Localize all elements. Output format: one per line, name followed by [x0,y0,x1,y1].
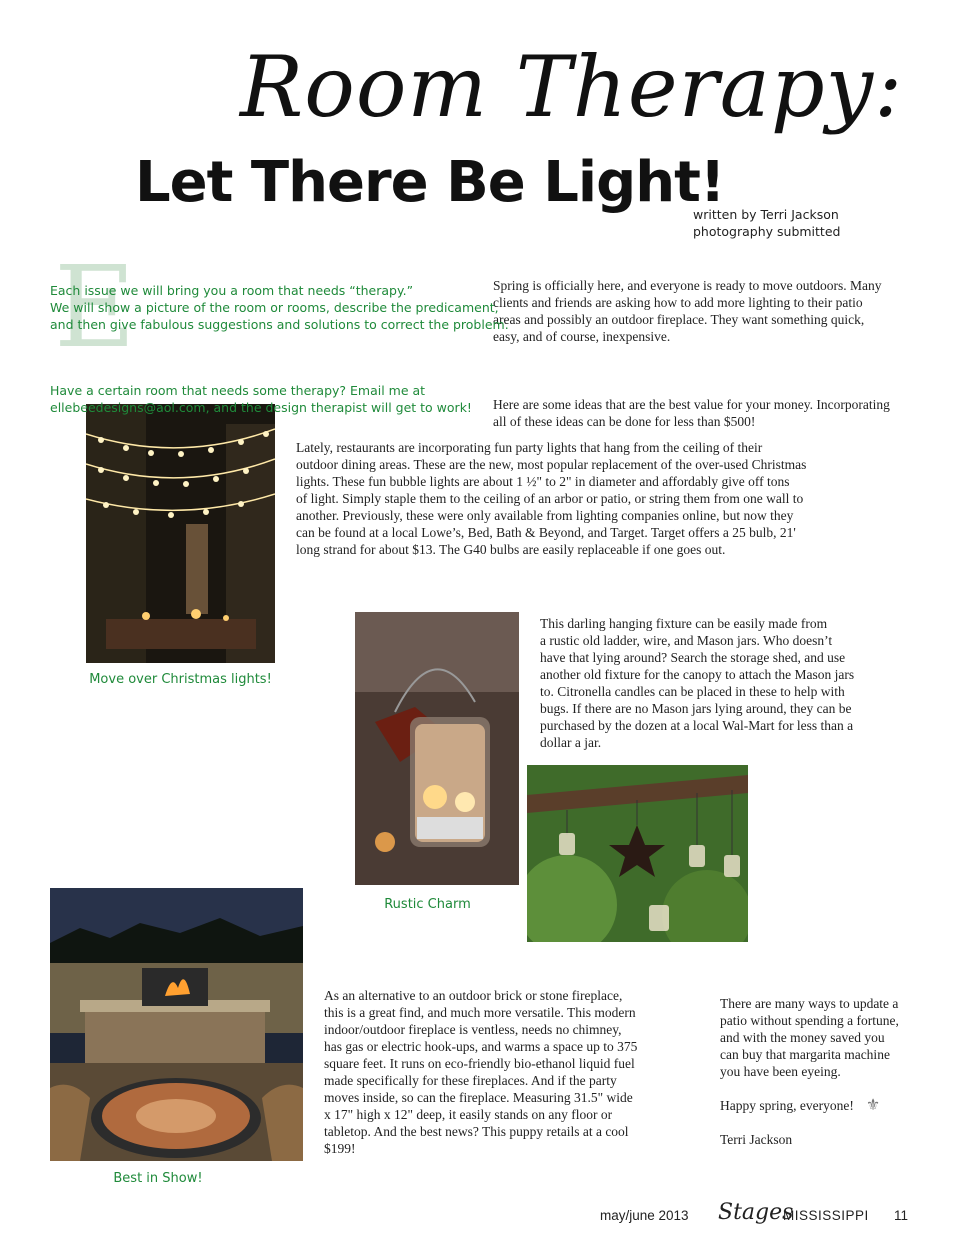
text-line: long strand for about $13. The G40 bulbs are easily replaceable if one goes out. [296,542,726,557]
email-link[interactable]: ellebeedesigns@aol.com, and the design therapist will get to work! [50,400,472,415]
text-line: There are many ways to update a [720,996,899,1011]
text-line: can buy that margarita machine [720,1047,890,1062]
text-line: you have been eyeing. [720,1064,841,1079]
text-line: and with the money saved you [720,1030,885,1045]
text-line: x 17" high x 12" deep, it easily stands on any floor or [324,1107,613,1122]
text-line: to. Citronella candles can be placed in these to help with [540,684,845,699]
photo-caption: Rustic Charm [384,897,471,912]
text-line: clients and friends are asking how to add more lighting to their patio [493,295,863,310]
text-line: lights. These fun bubble lights are about 1 ½" to 2" in diameter and affordably give off tons [296,474,790,489]
signoff-line [720,1097,940,1114]
text-line: another old fixture for the canopy to attach the Mason jars [540,667,855,682]
author-signature: Terri Jackson [720,1132,793,1147]
byline-photo-credit: photography submitted [693,224,841,239]
text-line: of light. Simply staple them to the ceiling of an arbor or patio, or string them from one wall to [296,491,804,506]
fireplace-photo [50,888,303,1161]
text-line: purchased by the dozen at a local Wal-Mart for less than a [540,718,854,733]
text-line: moves inside, so can the fireplace. Measuring 31.5" wide [324,1090,633,1105]
lights-text [296,439,856,558]
jars-text [540,615,930,751]
text-line: We will show a picture of the room or rooms, describe the predicament, [50,300,499,315]
issue-date: may/june 2013 [600,1208,689,1223]
text-line: bugs. If there are no Mason jars lying around, they can be [540,701,852,716]
text-line: tabletop. And the best news? This puppy retails at a cool [324,1124,629,1139]
magazine-state: MISSISSIPPI [783,1208,869,1223]
text-line: a rustic old ladder, wire, and Mason jars. Who doesn’t [540,633,833,648]
text-line: As an alternative to an outdoor brick or stone fireplace, [324,988,623,1003]
text-line: Have a certain room that needs some therapy? Email me at [50,383,426,398]
signoff: Happy spring, everyone! [720,1098,854,1113]
text-line: square feet. It runs on eco-friendly bio-ethanol liquid fuel [324,1056,635,1071]
intro-right-column [493,260,913,447]
text-line: all of these ideas can be done for less than $500! [493,414,756,429]
fireplace-text [324,987,674,1157]
string-lights-photo [86,404,275,663]
text-line: Lately, restaurants are incorporating fun party lights that hang from the ceiling of their [296,440,763,455]
page-footer [600,1200,920,1230]
ladder-jars-photo [527,765,748,942]
intro-text [50,266,509,432]
text-line: Each issue we will bring you a room that needs “therapy.” [50,283,414,298]
page-subtitle: Let There Be Light! [135,150,725,215]
text-line: areas and possibly an outdoor fireplace. They want something quick, [493,312,865,327]
text-line: easy, and of course, inexpensive. [493,329,671,344]
page-number: 11 [894,1208,909,1223]
text-line: and then give fabulous suggestions and solutions to correct the problem. [50,317,509,332]
text-line: patio without spending a fortune, [720,1013,899,1028]
text-line: Spring is officially here, and everyone is ready to move outdoors. Many [493,278,882,293]
photo-caption: Move over Christmas lights! [89,672,272,687]
photo-caption: Best in Show! [113,1171,203,1186]
text-line: $199! [324,1141,356,1156]
page-title: Room Therapy: [240,38,904,136]
text-line: Here are some ideas that are the best value for your money. Incorporating [493,397,890,412]
text-line: This darling hanging fixture can be easily made from [540,616,828,631]
text-line: another. Previously, these were only available from lighting companies online, but now they [296,508,794,523]
text-line: can be found at a local Lowe’s, Bed, Bath & Beyond, and Target. Target offers a 25 bulb, 21' [296,525,796,540]
closing-text [720,995,940,1148]
drop-cap: E [54,243,136,373]
byline [693,206,893,240]
text-line: indoor/outdoor fireplace is ventless, needs no chimney, [324,1022,622,1037]
fleur-de-lis-icon: ⚜ [865,1097,881,1114]
text-line: this is a great find, and much more versatile. This modern [324,1005,636,1020]
text-line: dollar a jar. [540,735,602,750]
byline-author: written by Terri Jackson [693,207,839,222]
mason-jar-photo [355,612,519,885]
text-line: made specifically for these fireplaces. And if the party [324,1073,617,1088]
text-line: outdoor dining areas. These are the new, most popular replacement of the over-used Christmas [296,457,807,472]
text-line: have that lying around? Search the storage shed, and use [540,650,846,665]
magazine-logo: Stages [718,1200,794,1225]
text-line: has gas or electric hook-ups, and warms a space up to 375 [324,1039,638,1054]
